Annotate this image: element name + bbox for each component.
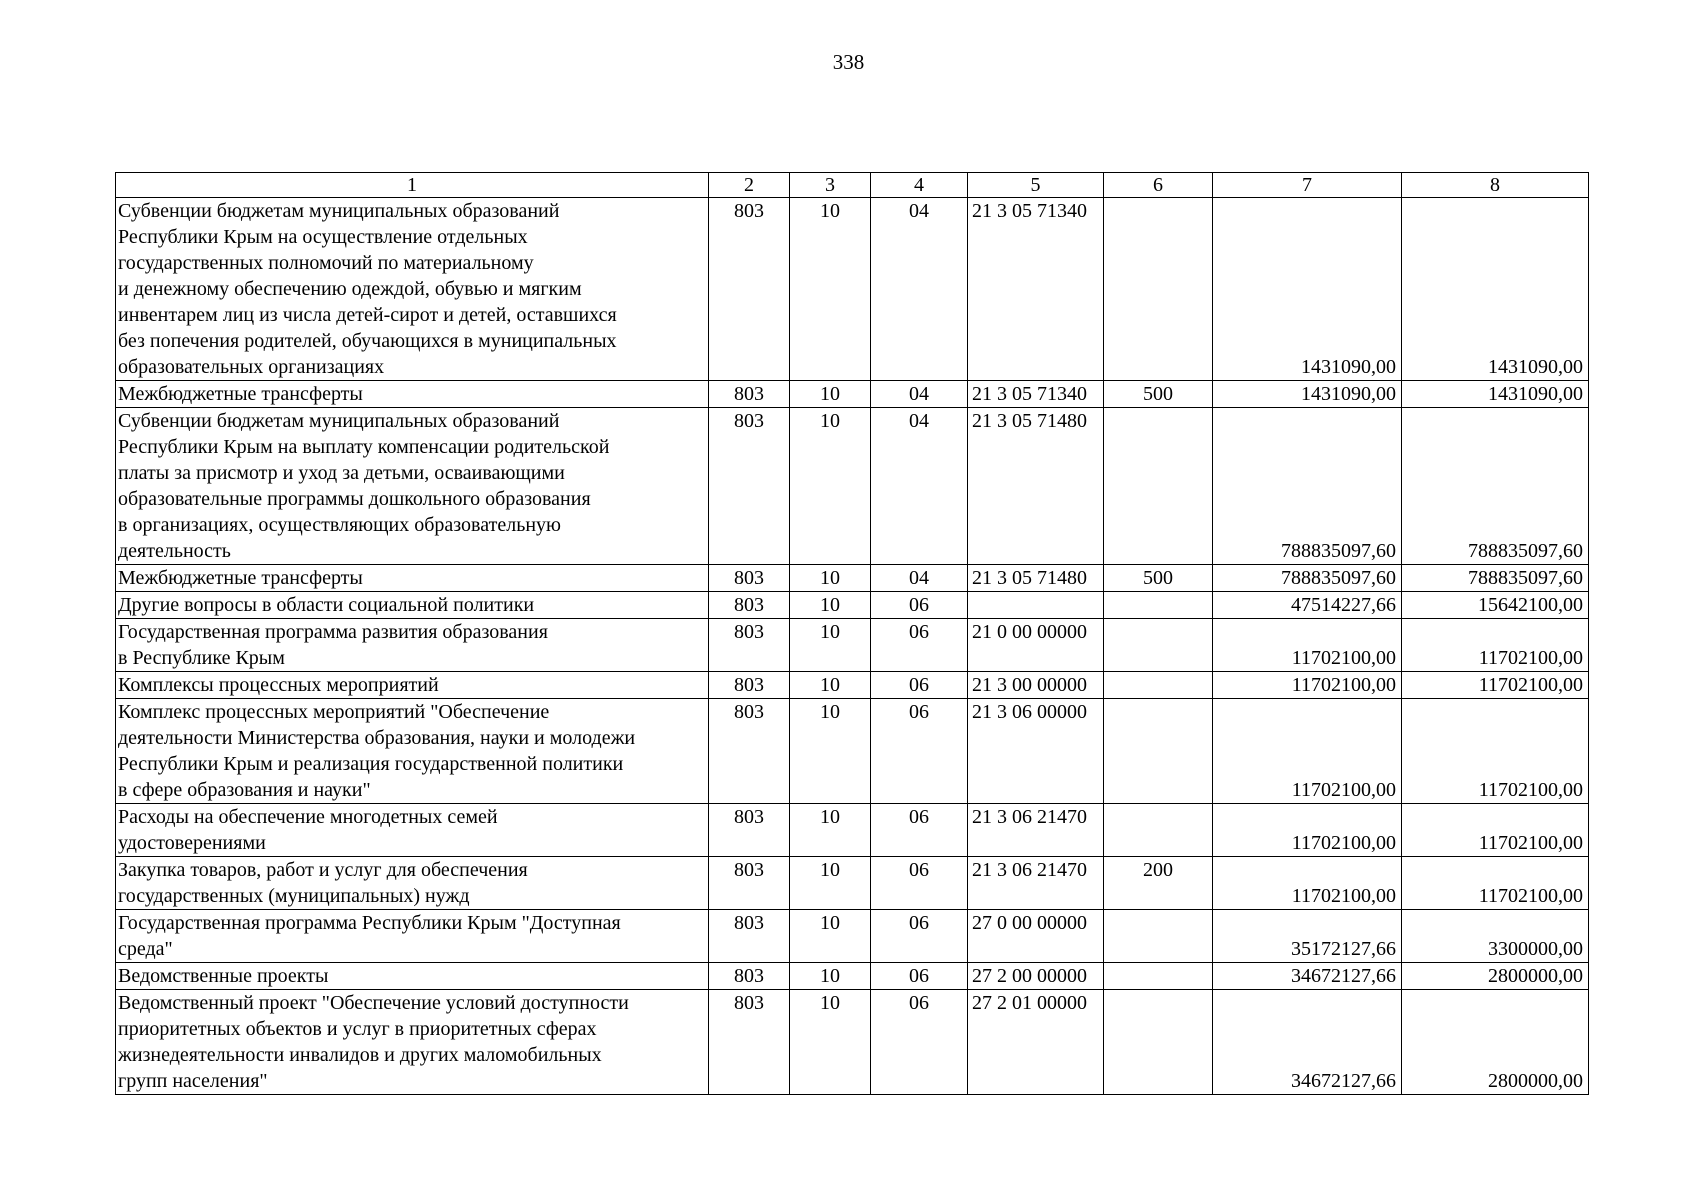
- table-row: [116, 565, 1589, 592]
- amount-year-2: 11702100,00: [1402, 857, 1589, 910]
- expense-type-code: [1104, 198, 1213, 381]
- row-name: [116, 804, 709, 857]
- subsection-code: 06: [871, 619, 968, 672]
- subsection-code: 06: [871, 592, 968, 619]
- header-col-5: 5: [968, 173, 1104, 198]
- subsection-code: 06: [871, 910, 968, 963]
- amount-year-1: 47514227,66: [1213, 592, 1402, 619]
- row-name-line: в сфере образования и науки": [118, 779, 371, 801]
- section-code: 10: [790, 408, 871, 565]
- section-code: 10: [790, 963, 871, 990]
- amount-year-2: 2800000,00: [1402, 990, 1589, 1095]
- table-row: [116, 990, 1589, 1095]
- row-name-line: образовательные программы дошкольного образования: [118, 488, 591, 510]
- section-code: 10: [790, 857, 871, 910]
- row-name: [116, 963, 709, 990]
- target-article-code: 21 3 06 00000: [968, 699, 1104, 804]
- ministry-code: 803: [709, 699, 790, 804]
- amount-year-1: 1431090,00: [1213, 381, 1402, 408]
- table-row: [116, 619, 1589, 672]
- section-code: 10: [790, 672, 871, 699]
- amount-year-1: 11702100,00: [1213, 672, 1402, 699]
- row-name-line: приоритетных объектов и услуг в приоритетных сферах: [118, 1018, 597, 1040]
- ministry-code: 803: [709, 857, 790, 910]
- amount-year-1: 11702100,00: [1213, 804, 1402, 857]
- row-name-line: Комплекс процессных мероприятий "Обеспечение: [118, 701, 550, 723]
- target-article-code: 21 3 05 71340: [968, 198, 1104, 381]
- expense-type-code: [1104, 963, 1213, 990]
- row-name: [116, 592, 709, 619]
- row-name: [116, 672, 709, 699]
- section-code: 10: [790, 699, 871, 804]
- header-col-4: 4: [871, 173, 968, 198]
- amount-year-2: 788835097,60: [1402, 408, 1589, 565]
- header-col-7: 7: [1213, 173, 1402, 198]
- subsection-code: 06: [871, 990, 968, 1095]
- subsection-code: 06: [871, 804, 968, 857]
- ministry-code: 803: [709, 990, 790, 1095]
- subsection-code: 04: [871, 565, 968, 592]
- amount-year-2: 11702100,00: [1402, 619, 1589, 672]
- table-row: [116, 910, 1589, 963]
- page-number: 338: [832, 50, 865, 74]
- row-name-line: государственных (муниципальных) нужд: [118, 885, 470, 907]
- amount-year-1: 35172127,66: [1213, 910, 1402, 963]
- table-row: [116, 381, 1589, 408]
- amount-year-2: 1431090,00: [1402, 198, 1589, 381]
- row-name-line: без попечения родителей, обучающихся в муниципальных: [118, 330, 617, 352]
- table-row: [116, 672, 1589, 699]
- amount-year-1: 11702100,00: [1213, 699, 1402, 804]
- section-code: 10: [790, 910, 871, 963]
- row-name-line: в организациях, осуществляющих образовательную: [118, 514, 561, 536]
- ministry-code: 803: [709, 619, 790, 672]
- row-name: [116, 408, 709, 565]
- expense-type-code: [1104, 804, 1213, 857]
- row-name-line: удостоверениями: [118, 832, 266, 854]
- target-article-code: 21 3 05 71480: [968, 408, 1104, 565]
- table-row: [116, 198, 1589, 381]
- row-name-line: Государственная программа Республики Крым "Доступная: [118, 912, 621, 934]
- row-name-line: Государственная программа развития образования: [118, 621, 548, 643]
- amount-year-2: 1431090,00: [1402, 381, 1589, 408]
- row-name: [116, 198, 709, 381]
- amount-year-2: 15642100,00: [1402, 592, 1589, 619]
- expense-type-code: 500: [1104, 381, 1213, 408]
- row-name: [116, 699, 709, 804]
- row-name-line: деятельность: [118, 540, 231, 562]
- amount-year-2: 11702100,00: [1402, 672, 1589, 699]
- subsection-code: 06: [871, 857, 968, 910]
- row-name-line: инвентарем лиц из числа детей-сирот и детей, оставшихся: [118, 304, 617, 326]
- table-row: [116, 699, 1589, 804]
- ministry-code: 803: [709, 198, 790, 381]
- amount-year-2: 11702100,00: [1402, 804, 1589, 857]
- subsection-code: 04: [871, 381, 968, 408]
- target-article-code: 21 3 06 21470: [968, 857, 1104, 910]
- target-article-code: 21 3 05 71340: [968, 381, 1104, 408]
- target-article-code: 27 2 00 00000: [968, 963, 1104, 990]
- target-article-code: 21 3 06 21470: [968, 804, 1104, 857]
- row-name: [116, 857, 709, 910]
- ministry-code: 803: [709, 565, 790, 592]
- row-name-line: Субвенции бюджетам муниципальных образований: [118, 410, 560, 432]
- row-name-line: Субвенции бюджетам муниципальных образований: [118, 200, 560, 222]
- ministry-code: 803: [709, 804, 790, 857]
- row-name-line: Межбюджетные трансферты: [118, 567, 363, 589]
- header-col-6: 6: [1104, 173, 1213, 198]
- row-name: [116, 990, 709, 1095]
- row-name-line: Расходы на обеспечение многодетных семей: [118, 806, 498, 828]
- table-row: [116, 857, 1589, 910]
- target-article-code: [968, 592, 1104, 619]
- row-name: [116, 619, 709, 672]
- table-row: [116, 408, 1589, 565]
- target-article-code: 21 0 00 00000: [968, 619, 1104, 672]
- target-article-code: 27 2 01 00000: [968, 990, 1104, 1095]
- row-name-line: платы за присмотр и уход за детьми, осваивающими: [118, 462, 565, 484]
- ministry-code: 803: [709, 381, 790, 408]
- ministry-code: 803: [709, 963, 790, 990]
- expense-type-code: 500: [1104, 565, 1213, 592]
- row-name-line: Ведомственные проекты: [118, 965, 329, 987]
- amount-year-2: 11702100,00: [1402, 699, 1589, 804]
- row-name: [116, 910, 709, 963]
- ministry-code: 803: [709, 672, 790, 699]
- amount-year-1: 788835097,60: [1213, 408, 1402, 565]
- target-article-code: 27 0 00 00000: [968, 910, 1104, 963]
- row-name-line: государственных полномочий по материальному: [118, 252, 534, 274]
- table-row: [116, 963, 1589, 990]
- row-name-line: и денежному обеспечению одеждой, обувью и мягким: [118, 278, 582, 300]
- amount-year-1: 34672127,66: [1213, 990, 1402, 1095]
- row-name-line: жизнедеятельности инвалидов и других маломобильных: [118, 1044, 602, 1066]
- ministry-code: 803: [709, 910, 790, 963]
- row-name-line: Ведомственный проект "Обеспечение условий доступности: [118, 992, 629, 1014]
- ministry-code: 803: [709, 592, 790, 619]
- expense-type-code: [1104, 910, 1213, 963]
- row-name-line: Другие вопросы в области социальной политики: [118, 594, 535, 616]
- amount-year-2: 2800000,00: [1402, 963, 1589, 990]
- amount-year-1: 1431090,00: [1213, 198, 1402, 381]
- subsection-code: 06: [871, 963, 968, 990]
- section-code: 10: [790, 198, 871, 381]
- section-code: 10: [790, 565, 871, 592]
- section-code: 10: [790, 804, 871, 857]
- amount-year-1: 788835097,60: [1213, 565, 1402, 592]
- section-code: 10: [790, 619, 871, 672]
- section-code: 10: [790, 990, 871, 1095]
- ministry-code: 803: [709, 408, 790, 565]
- target-article-code: 21 3 05 71480: [968, 565, 1104, 592]
- budget-table: [115, 172, 1589, 1095]
- target-article-code: 21 3 00 00000: [968, 672, 1104, 699]
- expense-type-code: [1104, 672, 1213, 699]
- amount-year-1: 34672127,66: [1213, 963, 1402, 990]
- row-name-line: Республики Крым и реализация государственной политики: [118, 753, 624, 775]
- subsection-code: 06: [871, 672, 968, 699]
- row-name: [116, 381, 709, 408]
- subsection-code: 04: [871, 198, 968, 381]
- table-header-row: [116, 173, 1589, 198]
- row-name-line: Республики Крым на выплату компенсации родительской: [118, 436, 610, 458]
- amount-year-1: 11702100,00: [1213, 619, 1402, 672]
- row-name-line: Закупка товаров, работ и услуг для обеспечения: [118, 859, 528, 881]
- amount-year-2: 788835097,60: [1402, 565, 1589, 592]
- subsection-code: 06: [871, 699, 968, 804]
- expense-type-code: [1104, 408, 1213, 565]
- expense-type-code: [1104, 699, 1213, 804]
- expense-type-code: 200: [1104, 857, 1213, 910]
- row-name: [116, 565, 709, 592]
- header-col-2: 2: [709, 173, 790, 198]
- header-col-1: 1: [116, 173, 709, 198]
- row-name-line: образовательных организациях: [118, 356, 385, 378]
- table-row: [116, 592, 1589, 619]
- expense-type-code: [1104, 592, 1213, 619]
- section-code: 10: [790, 592, 871, 619]
- expense-type-code: [1104, 619, 1213, 672]
- row-name-line: Межбюджетные трансферты: [118, 383, 363, 405]
- row-name-line: Республики Крым на осуществление отдельных: [118, 226, 528, 248]
- row-name-line: групп населения": [118, 1070, 268, 1092]
- header-col-8: 8: [1402, 173, 1589, 198]
- amount-year-1: 11702100,00: [1213, 857, 1402, 910]
- row-name-line: среда": [118, 938, 173, 960]
- row-name-line: Комплексы процессных мероприятий: [118, 674, 439, 696]
- header-col-3: 3: [790, 173, 871, 198]
- row-name-line: в Республике Крым: [118, 647, 285, 669]
- expense-type-code: [1104, 990, 1213, 1095]
- section-code: 10: [790, 381, 871, 408]
- amount-year-2: 3300000,00: [1402, 910, 1589, 963]
- subsection-code: 04: [871, 408, 968, 565]
- table-row: [116, 804, 1589, 857]
- row-name-line: деятельности Министерства образования, науки и молодежи: [118, 727, 636, 749]
